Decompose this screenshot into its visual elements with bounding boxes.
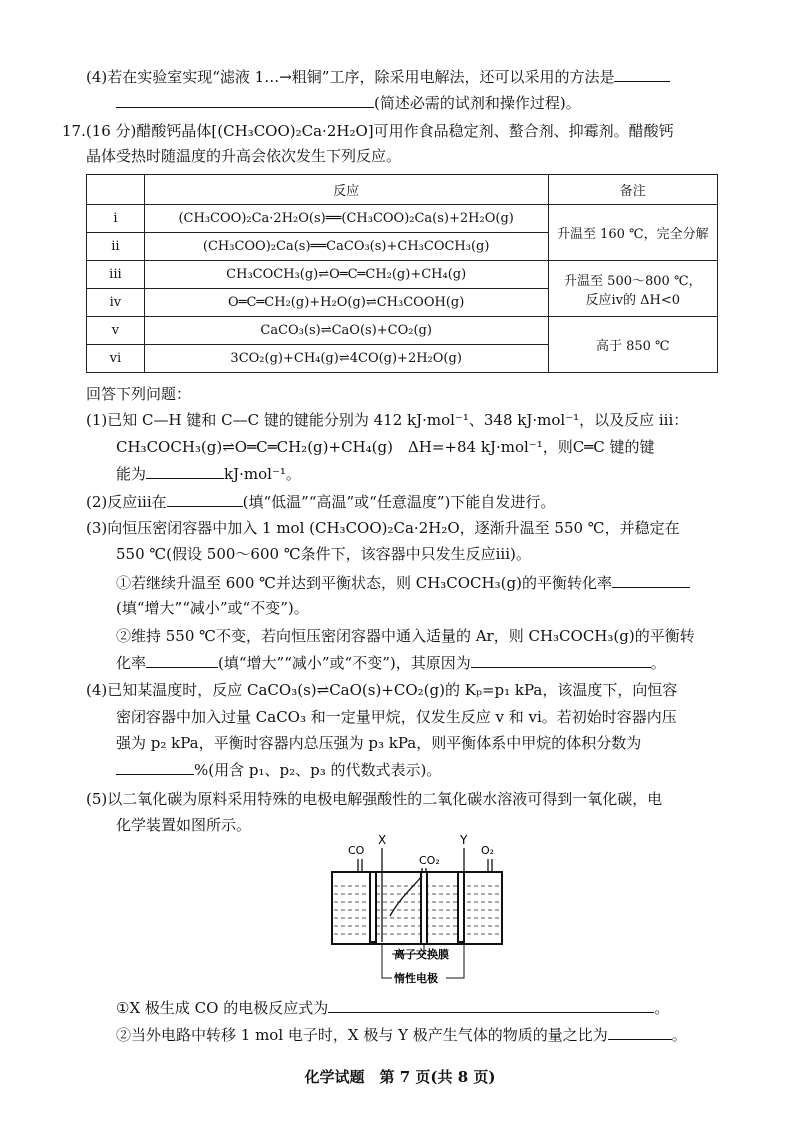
- q2-line: [86, 491, 555, 512]
- q3-1-line1: [116, 572, 690, 593]
- electrode-label: 惰性电极: [394, 972, 438, 985]
- answer-blank[interactable]: [116, 759, 194, 775]
- q16-part4-text: (4)若在实验室实现“滤液 1…→粗铜”工序，除采用电解法，还可以采用的方法是: [86, 68, 615, 86]
- answer-intro-text: 回答下列问题：: [86, 385, 192, 403]
- q3-line2: [116, 544, 531, 564]
- q4-text: (4)已知某温度时，反应 CaCO₃(s)⇌CaO(s)+CO₂(g)的 Kₚ=p₁ kPa，该温度下，向恒容: [86, 681, 678, 699]
- q17-heading-text-2: 晶体受热时随温度的升高会依次发生下列反应。: [86, 147, 402, 165]
- q5-1-line: [116, 997, 669, 1018]
- reaction-equation: CH₃COCH₃(g)⇌O═C═CH₂(g)+CH₄(g): [144, 261, 548, 289]
- answer-blank[interactable]: [328, 997, 654, 1013]
- answer-blank[interactable]: [116, 92, 374, 108]
- membrane-label: 离子交换膜: [394, 948, 449, 961]
- reaction-note: [548, 261, 717, 317]
- reaction-id: v: [87, 317, 145, 345]
- reaction-equation: O═C═CH₂(g)+H₂O(g)⇌CH₃COOH(g): [144, 289, 548, 317]
- q17-heading-text: 17.(16 分)醋酸钙晶体[(CH₃COO)₂Ca·2H₂O]可用作食品稳定剂、螯合剂、抑霉剂。醋酸钙: [62, 122, 674, 140]
- answer-blank[interactable]: [471, 652, 651, 668]
- q4-text-3: 强为 p₂ kPa，平衡时容器内总压强为 p₃ kPa，则平衡体系中甲烷的体积分数为: [116, 734, 642, 752]
- answer-blank[interactable]: [146, 652, 218, 668]
- q3-2-text: ②维持 550 ℃不变，若向恒压密闭容器中通入适量的 Ar，则 CH₃COCH₃(g)的平衡转: [116, 627, 695, 645]
- y-electrode-label: Y: [460, 833, 468, 847]
- q3-2-line2: [116, 652, 666, 673]
- answer-blank[interactable]: [146, 463, 224, 479]
- table-row: [87, 317, 718, 345]
- reaction-note-line: 升温至 500～800 ℃，: [564, 273, 702, 289]
- reaction-id: ii: [87, 233, 145, 261]
- answer-blank[interactable]: [167, 491, 243, 507]
- q4-line4: [116, 759, 441, 780]
- q5-1-text: ①X 极生成 CO 的电极反应式为: [116, 999, 329, 1017]
- reaction-equation: (CH₃COO)₂Ca(s)══CaCO₃(s)+CH₃COCH₃(g): [144, 233, 548, 261]
- q1-unit: kJ·mol⁻¹。: [224, 465, 301, 483]
- answer-blank[interactable]: [614, 66, 670, 82]
- table-row: [87, 205, 718, 233]
- reaction-id: vi: [87, 345, 145, 373]
- q1-line2: [116, 437, 654, 457]
- table-header-reaction: 反应: [144, 175, 548, 205]
- q5-1-end: 。: [654, 999, 670, 1017]
- q16-part4-line1: [86, 66, 670, 87]
- electrolysis-diagram: [320, 832, 510, 994]
- q1-text-2: CH₃COCH₃(g)⇌O═C═CH₂(g)+CH₄(g) ΔH=+84 kJ·mol⁻¹，则C═C 键的键: [116, 438, 655, 456]
- q3-text: (3)向恒压密闭容器中加入 1 mol (CH₃COO)₂Ca·2H₂O，逐渐升温至 550 ℃，并稳定在: [86, 519, 680, 537]
- answer-intro: [86, 384, 191, 404]
- electrolytic-cell: [332, 872, 502, 944]
- reaction-note: 升温至 160 ℃，完全分解: [548, 205, 717, 261]
- reaction-id: iv: [87, 289, 145, 317]
- q4-hint: %(用含 p₁、p₂、p₃ 的代数式表示)。: [194, 761, 442, 779]
- reaction-table: [86, 174, 718, 373]
- table-header-row: [87, 175, 718, 205]
- q16-part4-hint: (简述必需的试剂和操作过程)。: [374, 94, 581, 112]
- reaction-equation: CaCO₃(s)⇌CaO(s)+CO₂(g): [144, 317, 548, 345]
- q2-text: (2)反应iii在: [86, 493, 167, 511]
- q4-line1: [86, 680, 677, 700]
- answer-blank[interactable]: [612, 572, 690, 588]
- q3-2-text-2: 化率: [116, 654, 147, 672]
- reaction-equation: 3CO₂(g)+CH₄(g)⇌4CO(g)+2H₂O(g): [144, 345, 548, 373]
- q1-text-3: 能为: [116, 465, 147, 483]
- q5-2-end: 。: [671, 1026, 687, 1044]
- q5-2-line: [116, 1024, 687, 1045]
- page-footer: 化学试题 第 7 页(共 8 页): [304, 1068, 496, 1086]
- q3-text-2: 550 ℃(假设 500～600 ℃条件下，该容器中只发生反应iii)。: [116, 545, 531, 563]
- x-electrode-label: X: [378, 833, 387, 847]
- q17-heading-line1: [62, 121, 674, 141]
- q2-hint: (填“低温”“高温”或“任意温度”)下能自发进行。: [242, 493, 556, 511]
- q1-line3: [116, 463, 301, 484]
- y-electrode-plate: [458, 872, 464, 942]
- q3-1-hint: (填“增大”“减小”或“不变”)。: [116, 599, 309, 617]
- reaction-id: iii: [87, 261, 145, 289]
- q16-part4-line2: [116, 92, 581, 113]
- reaction-note: 高于 850 ℃: [548, 317, 717, 373]
- q5-line2: [116, 815, 251, 835]
- q5-2-text: ②当外电路中转移 1 mol 电子时，X 极与 Y 极产生气体的物质的量之比为: [116, 1026, 608, 1044]
- q3-1-line2: [116, 598, 309, 618]
- table-header-note: 备注: [548, 175, 717, 205]
- q3-1-text: ①若继续升温至 600 ℃并达到平衡状态，则 CH₃COCH₃(g)的平衡转化率: [116, 574, 612, 592]
- q5-text-2: 化学装置如图所示。: [116, 816, 252, 834]
- table-row: [87, 261, 718, 289]
- q3-line1: [86, 518, 680, 538]
- answer-blank[interactable]: [608, 1024, 672, 1040]
- q5-line1: [86, 789, 662, 809]
- q1-line1: [86, 410, 688, 430]
- q4-line3: [116, 733, 641, 753]
- x-electrode-plate: [370, 872, 376, 942]
- q5-text: (5)以二氧化碳为原料采用特殊的电极电解强酸性的二氧化碳水溶液可得到一氧化碳，电: [86, 790, 663, 808]
- q3-2-hint: (填“增大”“减小”或“不变”)，其原因为: [218, 654, 471, 672]
- q3-2-line1: [116, 626, 695, 646]
- q4-text-2: 密闭容器中加入过量 CaCO₃ 和一定量甲烷，仅发生反应 v 和 vi。若初始时容器内压: [116, 708, 677, 726]
- reaction-equation: (CH₃COO)₂Ca·2H₂O(s)══(CH₃COO)₂Ca(s)+2H₂O(g): [144, 205, 548, 233]
- ion-exchange-membrane: [421, 872, 427, 944]
- q17-heading-line2: [86, 146, 401, 166]
- o2-label: O₂: [481, 844, 495, 857]
- reaction-note-line: 反应iv的 ΔH<0: [585, 292, 681, 308]
- table-header-id: [87, 175, 145, 205]
- q4-line2: [116, 707, 677, 727]
- co-label: CO: [348, 844, 365, 857]
- co2-label: CO₂: [419, 854, 440, 867]
- q3-2-end: 。: [650, 654, 666, 672]
- q1-text: (1)已知 C—H 键和 C—C 键的键能分别为 412 kJ·mol⁻¹、348 kJ·mol⁻¹，以及反应 iii：: [86, 411, 689, 429]
- electrolyte-solution: [334, 886, 500, 934]
- reaction-id: i: [87, 205, 145, 233]
